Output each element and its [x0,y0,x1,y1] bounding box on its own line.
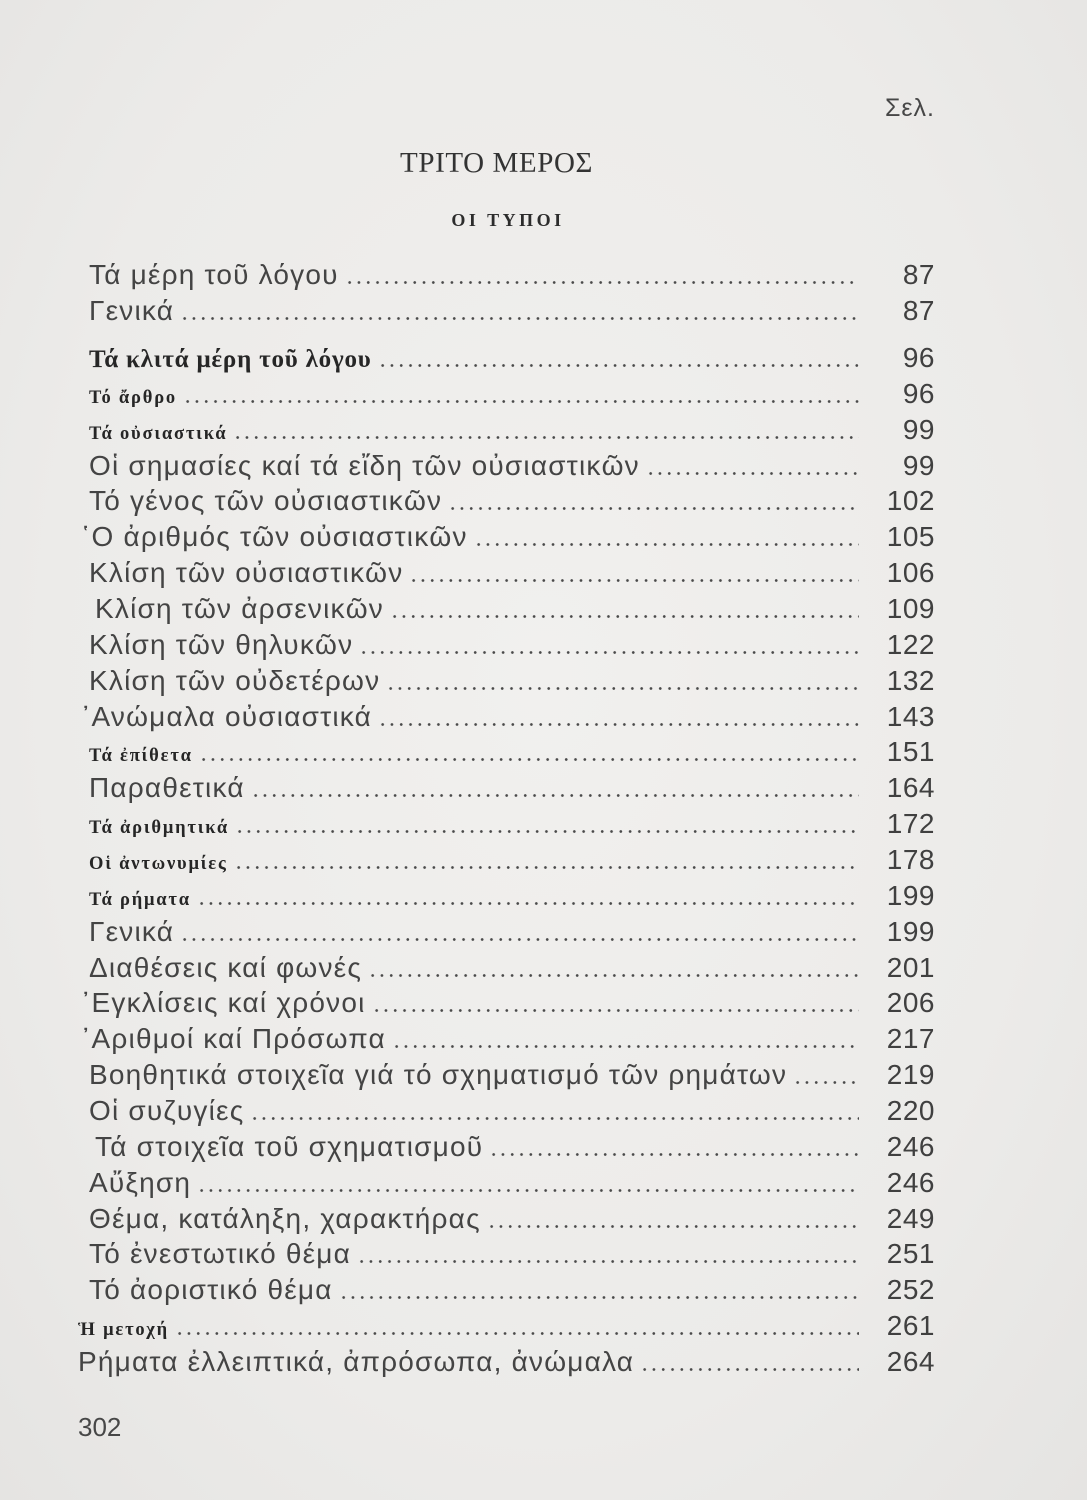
toc-entry [0,1093,1087,1129]
toc-entry [0,1236,1087,1272]
toc-section-heading [0,340,1087,376]
toc-entry-title: Τό ἄρθρο [89,387,177,408]
toc-entry-title: Τά ρήματα [89,889,191,910]
toc-section-heading [0,878,1087,914]
dot-leader [345,281,859,284]
toc-entry [0,448,1087,484]
toc-entry-title: Γενικά [89,915,175,947]
toc-entry-page: 122 [886,628,935,660]
toc-entry-title: ᾿Ανώμαλα οὐσιαστικά [81,700,373,732]
toc-entry-page: 106 [886,557,935,589]
toc-entry [0,293,1087,329]
toc-entry [0,663,1087,699]
toc-entry-title: Διαθέσεις καί φωνές [89,951,363,983]
toc-entry-title: Παραθετικά [89,772,245,804]
table-of-contents [0,257,1087,1380]
toc-entry [0,1344,1087,1380]
dot-leader [175,1332,859,1335]
toc-entry-title: Τά κλιτά μέρη τοῦ λόγου [89,346,372,373]
dot-leader [640,1368,859,1371]
dot-leader [250,1117,859,1120]
toc-entry-page: 246 [886,1166,935,1198]
toc-entry-page: 217 [886,1023,935,1055]
toc-entry [0,1201,1087,1237]
toc-entry-page: 199 [886,879,935,911]
dot-leader [489,1153,859,1156]
toc-section-heading [0,376,1087,412]
toc-entry [0,1021,1087,1057]
toc-entry-page: 109 [886,593,935,625]
toc-entry [0,770,1087,806]
dot-leader [378,723,859,726]
toc-entry-page: 99 [902,413,935,445]
toc-entry-page: 105 [886,521,935,553]
dot-leader [180,317,859,320]
toc-entry-title: ᾿Εγκλίσεις καί χρόνοι [81,987,366,1019]
toc-entry-page: 246 [886,1130,935,1162]
toc-entry-title: Κλίση τῶν θηλυκῶν [89,628,354,660]
dot-leader [234,866,859,869]
page-number: 302 [78,1412,122,1442]
toc-entry [0,950,1087,986]
dot-leader [368,974,859,977]
toc-entry-title: Τό ἀοριστικό θέμα [89,1274,333,1306]
part-title: ΤΡΙΤΟ ΜΕΡΟΣ [400,147,593,179]
toc-entry-title: ῾Ο ἀριθμός τῶν οὐσιαστικῶν [81,521,468,553]
toc-entry [0,483,1087,519]
toc-entry-page: 206 [886,987,935,1019]
toc-entry-page: 151 [886,736,935,768]
toc-entry-page: 87 [902,295,935,326]
toc-entry [0,1129,1087,1165]
toc-entry-title: Τό ἐνεστωτικό θέμα [89,1238,352,1270]
dot-leader [474,543,859,546]
toc-entry-title: Τά ἀριθμητικά [89,818,229,839]
dot-leader [487,1225,859,1228]
toc-entry-title: Τό γένος τῶν οὐσιαστικῶν [89,485,443,517]
dot-leader [409,579,859,582]
toc-entry-title: Κλίση τῶν ἀρσενικῶν [95,593,384,625]
toc-entry-page: 261 [886,1310,935,1342]
toc-entry-page: 220 [886,1095,935,1127]
toc-entry-page: 96 [902,377,935,409]
toc-entry-page: 219 [886,1059,935,1091]
toc-entry-page: 249 [886,1202,935,1234]
toc-entry-title: Βοηθητικά στοιχεῖα γιά τό σχηματισμό τῶν ρημάτων [89,1059,788,1091]
toc-entry [0,519,1087,555]
page-column-label: Σελ. [884,94,935,122]
dot-leader [386,687,859,690]
dot-leader [646,472,859,475]
dot-leader [339,1296,859,1299]
toc-entry-title: Οἱ σημασίες καί τά εἴδη τῶν οὐσιαστικῶν [89,449,640,481]
toc-entry-title: Αὔξηση [89,1166,192,1198]
dot-leader [392,1045,859,1048]
toc-entry [0,914,1087,950]
dot-leader [180,938,859,941]
toc-section-heading [0,806,1087,842]
toc-entry-page: 252 [886,1274,935,1306]
toc-group-spacer [0,329,1087,340]
dot-leader [251,794,859,797]
part-subtitle: ΟΙ ΤΥΠΟΙ [451,210,565,230]
toc-entry-title: Τά μέρη τοῦ λόγου [89,259,339,290]
toc-entry-title: Ρήματα ἐλλειπτικά, ἀπρόσωπα, ἀνώμαλα [78,1346,635,1378]
toc-entry [0,1057,1087,1093]
toc-entry-page: 264 [886,1346,935,1378]
dot-leader [235,830,859,833]
toc-entry [0,985,1087,1021]
dot-leader [233,436,859,439]
toc-entry-title: Κλίση τῶν οὐδετέρων [89,664,381,696]
dot-leader [199,758,859,761]
toc-entry-page: 199 [886,915,935,947]
toc-entry [0,257,1087,293]
toc-entry-title: Γενικά [89,295,175,326]
dot-leader [183,400,859,403]
dot-leader [357,1260,859,1263]
toc-entry-page: 99 [902,449,935,481]
toc-entry [0,1165,1087,1201]
toc-entry-page: 251 [886,1238,935,1270]
toc-entry-page: 178 [886,844,935,876]
dot-leader [378,364,859,367]
toc-entry-page: 87 [902,259,935,290]
dot-leader [390,615,859,618]
toc-section-heading [0,1308,1087,1344]
toc-entry-page: 201 [886,951,935,983]
dot-leader [372,1009,859,1012]
toc-entry-title: ᾿Αριθμοί καί Πρόσωπα [81,1023,386,1055]
toc-entry-page: 132 [886,664,935,696]
toc-entry-page: 102 [886,485,935,517]
toc-section-heading [0,734,1087,770]
toc-section-heading [0,842,1087,878]
dot-leader [448,507,859,510]
toc-entry-title: Τά οὐσιαστικά [89,423,228,444]
toc-entry-page: 164 [886,772,935,804]
dot-leader [359,651,859,654]
toc-entry-title: Τά στοιχεῖα τοῦ σχηματισμοῦ [95,1130,484,1162]
toc-entry [0,1272,1087,1308]
toc-entry [0,627,1087,663]
toc-entry-title: Οἱ ἀντωνυμίες [89,854,228,875]
toc-entry [0,591,1087,627]
toc-entry [0,555,1087,591]
toc-entry [0,699,1087,735]
toc-entry-title: Οἱ συζυγίες [89,1095,245,1127]
toc-entry-title: Τά ἐπίθετα [89,746,193,767]
toc-entry-title: Θέμα, κατάληξη, χαρακτήρας [89,1202,481,1234]
dot-leader [197,902,859,905]
toc-section-heading [0,412,1087,448]
toc-entry-page: 96 [902,342,935,373]
toc-entry-page: 172 [886,808,935,840]
toc-entry-page: 143 [886,700,935,732]
toc-entry-title: Κλίση τῶν οὐσιαστικῶν [89,557,404,589]
dot-leader [793,1081,859,1084]
toc-entry-title: Ἡ μετοχή [78,1320,169,1341]
dot-leader [197,1189,859,1192]
